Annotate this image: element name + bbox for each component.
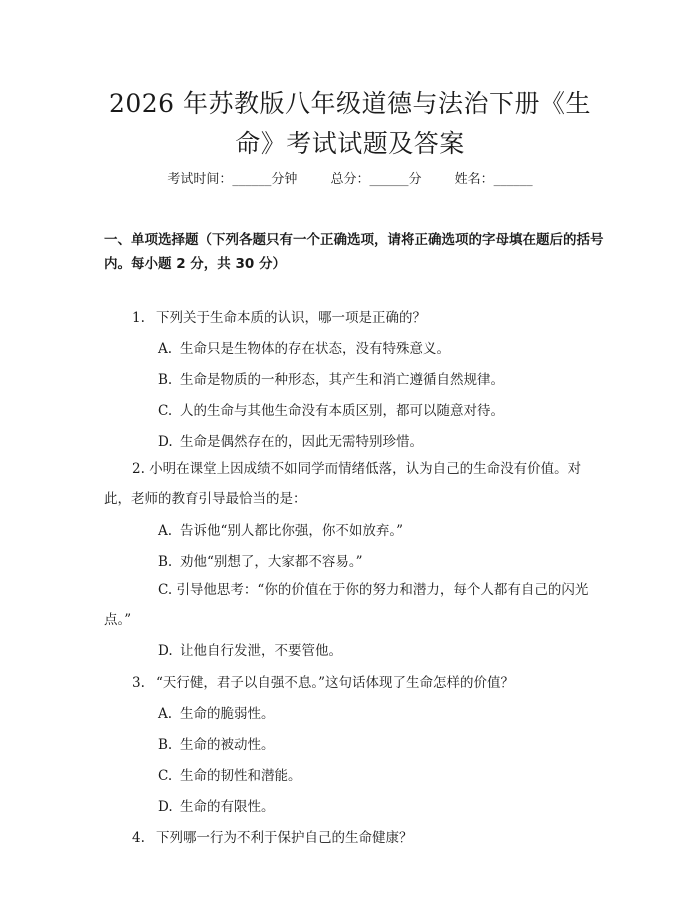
- exam-time-field: 考试时间：______分钟: [167, 172, 298, 187]
- option-3c: [158, 761, 602, 791]
- question-text: 下列关于生命本质的认识，哪一项是正确的？: [156, 310, 426, 326]
- option-text: 生命的被动性。: [180, 737, 275, 753]
- option-letter: C.: [158, 768, 173, 784]
- option-2d: [158, 636, 602, 666]
- option-1b: [158, 365, 602, 395]
- question-number: 4.: [132, 830, 145, 846]
- option-1a: [158, 334, 602, 364]
- question-4: [104, 823, 602, 853]
- option-letter: C.: [158, 403, 173, 419]
- question-text: 小明在课堂上因成绩不如同学而情绪低落，认为自己的生命没有价值。对此，老师的教育引导最恰当的是：: [104, 461, 582, 507]
- option-2c: [104, 575, 602, 635]
- option-text: 生命只是生物体的存在状态，没有特殊意义。: [180, 341, 450, 357]
- total-score-field: 总分：______分: [330, 172, 422, 187]
- option-3b: [158, 730, 602, 760]
- exam-title: 2026 年苏教版八年级道德与法治下册《生命》考试试题及答案: [108, 89, 592, 158]
- option-1d: [158, 427, 602, 457]
- section-heading: 一、单项选择题（下列各题只有一个正确选项，请将正确选项的字母填在题后的括号内。每小题 2 分，共 30 分）: [104, 232, 604, 272]
- option-2b: [158, 547, 602, 577]
- option-text: 生命的脆弱性。: [180, 706, 275, 722]
- question-2: [104, 454, 602, 514]
- option-3a: [158, 699, 602, 729]
- question-number: 2.: [132, 461, 145, 477]
- option-text: 引导他思考：“你的价值在于你的努力和潜力，每个人都有自己的闪光点。”: [104, 582, 589, 628]
- option-text: 生命的有限性。: [180, 799, 275, 815]
- option-text: 生命是偶然存在的，因此无需特别珍惜。: [180, 434, 423, 450]
- option-2a: [158, 516, 602, 546]
- option-text: 劝他“别想了，大家都不容易。”: [180, 554, 363, 570]
- option-letter: A.: [158, 341, 173, 357]
- option-letter: B.: [158, 372, 173, 388]
- question-number: 3.: [132, 675, 145, 691]
- exam-meta: [0, 168, 700, 187]
- question-text: 下列哪一行为不利于保护自己的生命健康？: [156, 830, 413, 846]
- option-text: 人的生命与其他生命没有本质区别，都可以随意对待。: [180, 403, 504, 419]
- option-letter: A.: [158, 523, 173, 539]
- option-text: 生命是物质的一种形态，其产生和消亡遵循自然规律。: [180, 372, 504, 388]
- question-text: “天行健，君子以自强不息。”这句话体现了生命怎样的价值？: [156, 675, 515, 691]
- option-letter: D.: [158, 643, 173, 659]
- option-text: 告诉他“别人都比你强，你不如放弃。”: [180, 523, 404, 539]
- option-letter: B.: [158, 554, 173, 570]
- question-number: 1.: [132, 310, 145, 326]
- option-letter: D.: [158, 799, 173, 815]
- option-letter: D.: [158, 434, 173, 450]
- option-letter: C.: [158, 582, 173, 598]
- question-1: [104, 303, 602, 333]
- student-name-field: 姓名：______: [454, 172, 533, 187]
- option-letter: B.: [158, 737, 173, 753]
- option-text: 生命的韧性和潜能。: [180, 768, 302, 784]
- option-text: 让他自行发泄，不要管他。: [180, 643, 342, 659]
- option-1c: [158, 396, 602, 426]
- option-3d: [158, 792, 602, 822]
- question-3: [104, 668, 602, 698]
- option-letter: A.: [158, 706, 173, 722]
